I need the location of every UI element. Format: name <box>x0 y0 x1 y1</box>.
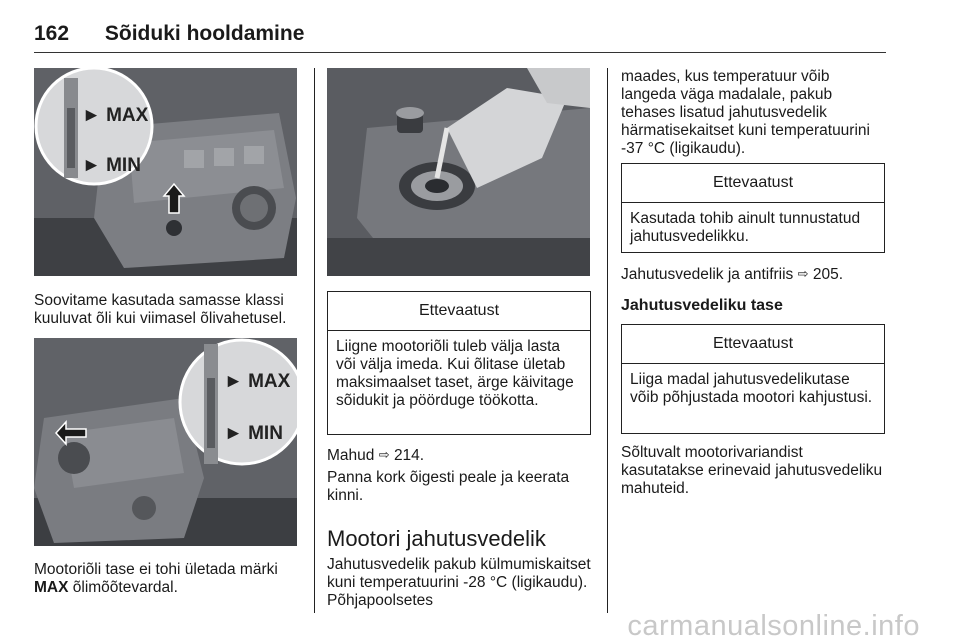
caution-title: Ettevaatust <box>328 292 590 331</box>
column-divider-2 <box>607 68 608 613</box>
caution-body: Kasutada tohib ainult tunnustatud jahutusvedelikku. <box>630 210 861 245</box>
caution-body: Liiga madal jahutusvedelikutase võib põhjustada mootori kahjustusi. <box>630 371 873 406</box>
reservoir-variant-paragraph: Sõltuvalt mootorivariandist kasutatakse erinevaid jahutusvedeliku mahuteid. <box>621 444 883 497</box>
page-number: 162 <box>34 22 70 45</box>
page-title: Sõiduki hooldamine <box>104 22 305 45</box>
caution-box-coolant <box>621 163 885 253</box>
reference-arrow-icon: ⇨ <box>378 447 390 462</box>
oil-filling-photo <box>327 68 590 276</box>
caution-box-coolant-level <box>621 324 885 434</box>
caution-box-oil <box>327 291 591 435</box>
header-rule <box>34 52 886 53</box>
section-heading-coolant: Mootori jahutusvedelik <box>327 526 546 551</box>
max-marker-label-2: ► MAX <box>224 371 291 392</box>
min-marker-label-2: ► MIN <box>224 423 283 444</box>
coolant-paragraph-continued: maades, kus temperatuur võib langeda väga madalale, pakub tehases lisatud jahutusvedelik härmatisekaitset kuni temperatuurini -37 °C (ligikaudu). <box>621 68 870 157</box>
oil-class-paragraph: Soovitame kasutada samasse klassi kuuluvat õli kui viimasel õlivahetusel. <box>34 292 287 327</box>
reference-arrow-icon: ⇨ <box>797 266 809 281</box>
column-divider-1 <box>314 68 315 613</box>
caution-body: Liigne mootoriõli tuleb välja lasta või välja imeda. Kui õlitase ületab maksimaalset taset, ärge käivitage sõidukit ja pöörduge töökotta. <box>336 338 574 409</box>
capacity-reference: Mahud ⇨ 214. <box>327 447 425 464</box>
max-marker-label: ► MAX <box>82 105 149 126</box>
min-marker-label: ► MIN <box>82 155 141 176</box>
caution-title: Ettevaatust <box>622 325 884 364</box>
oil-max-paragraph: Mootoriõli tase ei tohi ületada märki MAX õlimõõtevardal. <box>34 561 278 596</box>
engine-dipstick-photo-2 <box>34 338 297 546</box>
cap-paragraph: Panna kork õigesti peale ja keerata kinni. <box>327 469 570 504</box>
engine-dipstick-photo-1 <box>34 68 297 276</box>
subheading-coolant-level: Jahutusvedeliku tase <box>621 297 783 314</box>
page-header <box>34 22 304 46</box>
watermark: carmanualsonline.info <box>627 610 920 642</box>
coolant-paragraph: Jahutusvedelik pakub külmumiskaitset kuni temperatuurini -28 °C (ligikaudu). Põhjapoolsetes <box>327 556 591 609</box>
caution-title: Ettevaatust <box>622 164 884 203</box>
antifreeze-reference: Jahutusvedelik ja antifriis ⇨ 205. <box>621 266 844 283</box>
